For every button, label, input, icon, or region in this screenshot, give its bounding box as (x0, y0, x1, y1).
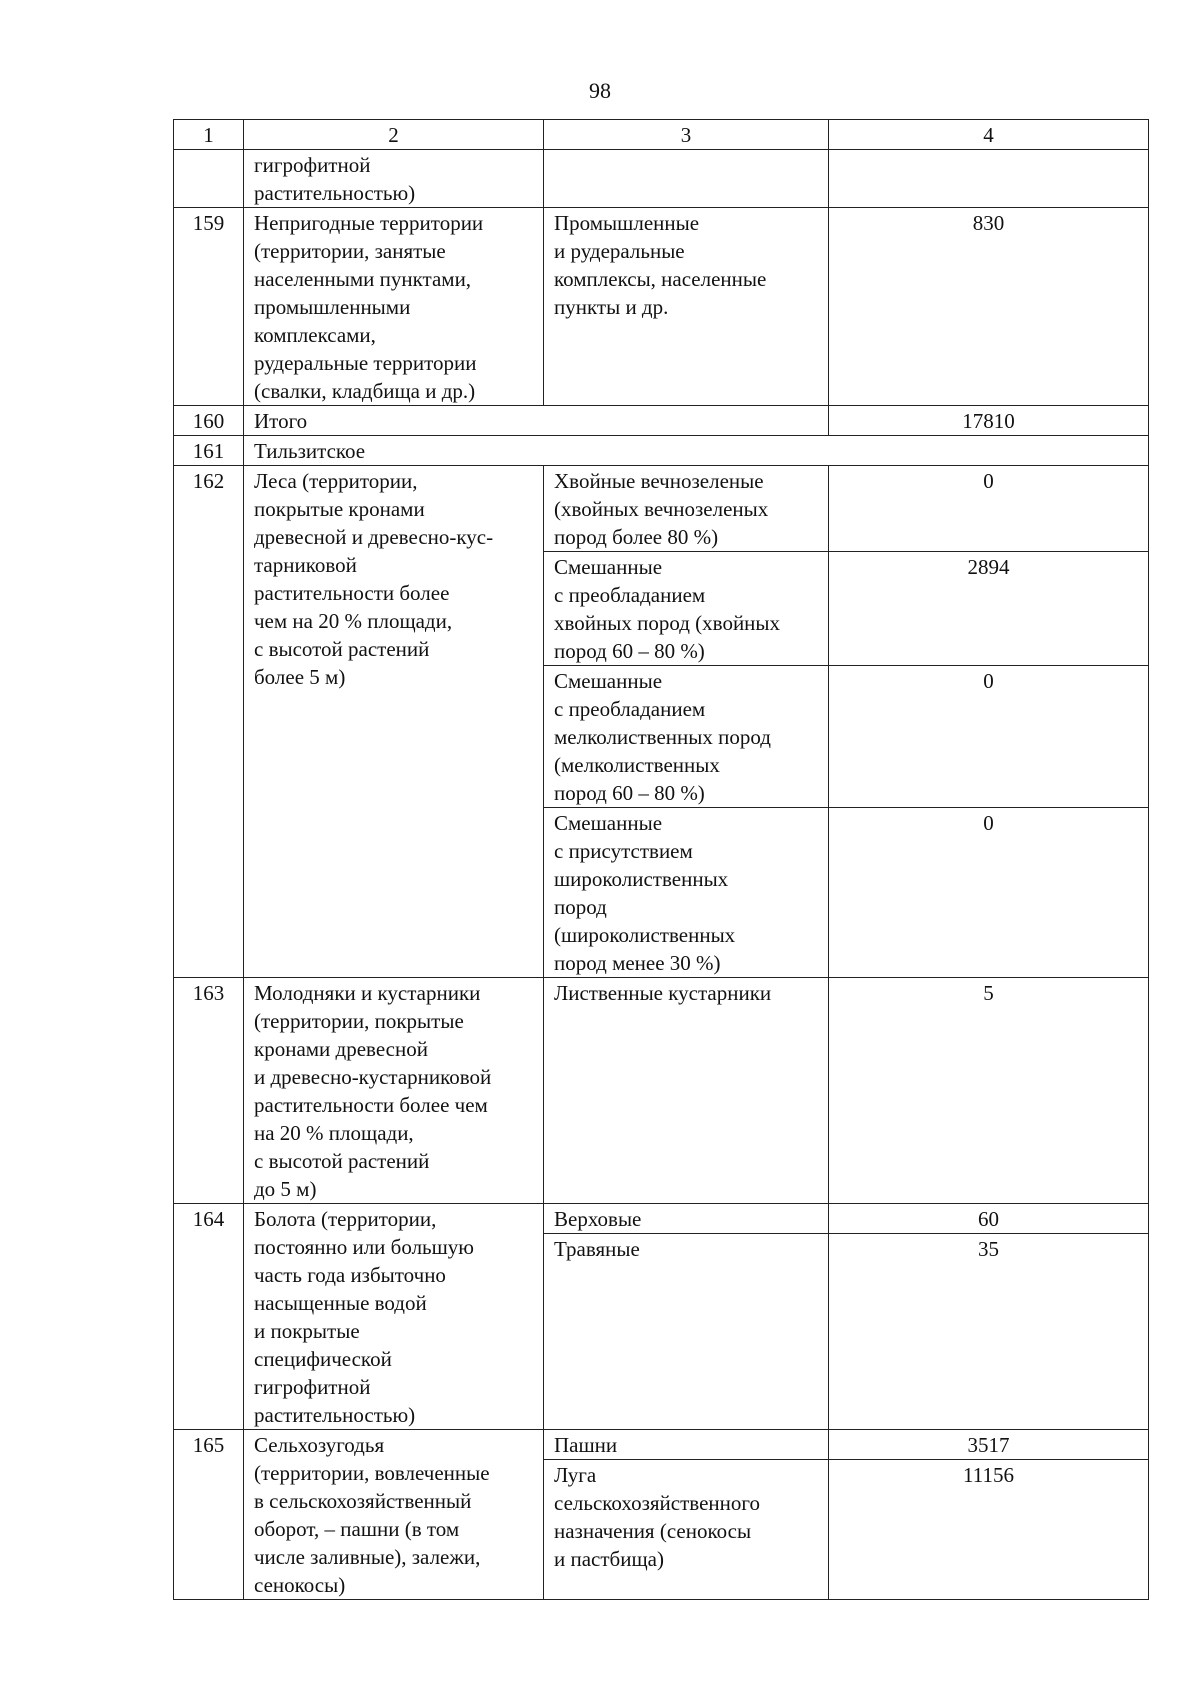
land-cover-table (173, 119, 1149, 1600)
row-number (174, 150, 244, 208)
table-row-164 (174, 1204, 1149, 1234)
table-row-165 (174, 1430, 1149, 1460)
table-row-continuation (174, 150, 1149, 208)
row-value: 17810 (829, 406, 1149, 436)
row-name: Тильзитское (244, 436, 1149, 466)
row-number: 160 (174, 406, 244, 436)
row-type: Смешанные с присутствием широколиственных пород (широколиственных пород менее 30 %) (544, 808, 829, 978)
row-value: 0 (829, 808, 1149, 978)
row-name: Болота (территории, постоянно или большую часть года избыточно насыщенные водой и покрытые специфической гигрофитной растительностью) (244, 1204, 544, 1430)
row-type: Смешанные с преобладанием мелколиственных пород (мелколиственных пород 60 – 80 %) (544, 666, 829, 808)
row-name: Леса (территории, покрытые кронами древесной и древесно-кус- тарниковой растительности более чем на 20 % площади, с высотой растений более 5 м) (244, 466, 544, 978)
row-value: 60 (829, 1204, 1149, 1234)
table-row-162 (174, 466, 1149, 552)
table-row-163 (174, 978, 1149, 1204)
row-number: 163 (174, 978, 244, 1204)
row-name: Молодняки и кустарники (территории, покрытые кронами древесной и древесно-кустарниковой растительности более чем на 20 % площади, с высотой растений до 5 м) (244, 978, 544, 1204)
row-number: 161 (174, 436, 244, 466)
row-type: Смешанные с преобладанием хвойных пород (хвойных пород 60 – 80 %) (544, 552, 829, 666)
header-col-2: 2 (244, 120, 544, 150)
row-value: 5 (829, 978, 1149, 1204)
row-name: Итого (244, 406, 829, 436)
table-row-161 (174, 436, 1149, 466)
row-type: Луга сельскохозяйственного назначения (сенокосы и пастбища) (544, 1460, 829, 1600)
row-type: Травяные (544, 1234, 829, 1430)
row-value: 830 (829, 208, 1149, 406)
row-type: Верховые (544, 1204, 829, 1234)
row-name: Непригодные территории (территории, занятые населенными пунктами, промышленными комплексами, рудеральные территории (свалки, кладбища и др.) (244, 208, 544, 406)
row-value: 35 (829, 1234, 1149, 1430)
row-type: Лиственные кустарники (544, 978, 829, 1204)
header-col-4: 4 (829, 120, 1149, 150)
row-type: Пашни (544, 1430, 829, 1460)
header-col-1: 1 (174, 120, 244, 150)
header-col-3: 3 (544, 120, 829, 150)
table-row-160 (174, 406, 1149, 436)
row-number: 159 (174, 208, 244, 406)
row-value: 11156 (829, 1460, 1149, 1600)
table-header-row (174, 120, 1149, 150)
row-value (829, 150, 1149, 208)
row-value: 0 (829, 666, 1149, 808)
row-value: 0 (829, 466, 1149, 552)
row-value: 3517 (829, 1430, 1149, 1460)
page-number: 98 (589, 78, 611, 103)
row-number: 165 (174, 1430, 244, 1600)
table-row-159 (174, 208, 1149, 406)
row-name: Сельхозугодья (территории, вовлеченные в сельскохозяйственный оборот, – пашни (в том числе заливные), залежи, сенокосы) (244, 1430, 544, 1600)
row-number: 162 (174, 466, 244, 978)
row-name: гигрофитной растительностью) (244, 150, 544, 208)
row-number: 164 (174, 1204, 244, 1430)
row-type (544, 150, 829, 208)
row-type: Промышленные и рудеральные комплексы, населенные пункты и др. (544, 208, 829, 406)
row-type: Хвойные вечнозеленые (хвойных вечнозеленых пород более 80 %) (544, 466, 829, 552)
row-value: 2894 (829, 552, 1149, 666)
